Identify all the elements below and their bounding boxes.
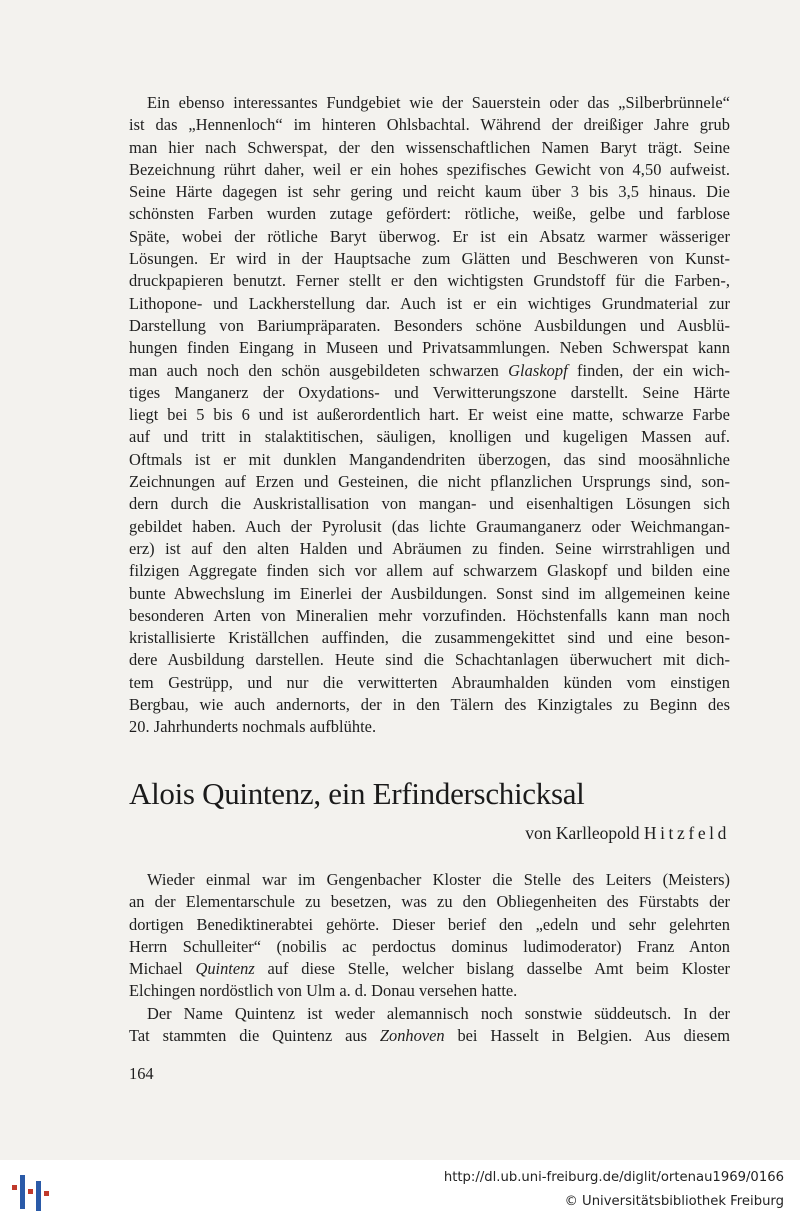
text-line: Herrn Schulleiter“ (nobilis ac perdoctus dominus ludimoderator) Franz Anton — [129, 936, 730, 956]
text-line: an der Elementarschule zu besetzen, was zu den Obliegenheiten des Fürstabts der — [129, 892, 730, 912]
text-line: Darstellung von Bariumpräparaten. Besonders schöne Ausbildungen und Ausblü- — [129, 315, 730, 335]
text-line: dere Ausbildung darstellen. Heute sind die Schachtanlagen überwuchert mit dich- — [129, 650, 730, 670]
text-line — [129, 360, 730, 382]
italic-term: Glaskopf — [508, 360, 568, 380]
ub-freiburg-logo-icon — [10, 1171, 50, 1213]
text-line: hungen finden Eingang in Museen und Privatsammlungen. Neben Schwerspat kann — [129, 338, 730, 358]
text-line: Elchingen nordöstlich von Ulm a. d. Donau versehen hatte. — [129, 981, 518, 1001]
text-line: Bergbau, wie auch andernorts, der in den Tälern des Kinzigtales zu Beginn des — [129, 695, 730, 715]
italic-term: Quintenz — [195, 959, 255, 979]
text-line: Oftmals ist er mit dunklen Mangandendriten überzogen, das sind moosähnliche — [129, 449, 730, 469]
text-line: erz) ist auf den alten Halden und Abräumen zu finden. Seine wirrstrahligen und — [129, 538, 730, 558]
text-line — [129, 1025, 730, 1047]
text-span: Tat stammten die Quintenz aus — [129, 1026, 380, 1046]
paragraph-quintenz — [129, 869, 730, 1047]
paragraph-baryt — [129, 92, 730, 739]
text-line: filzigen Aggregate finden sich vor allem auf schwarzem Glaskopf und bilden eine — [129, 561, 730, 581]
text-line: druckpapieren benutzt. Ferner stellt er den wichtigsten Grundstoff für die Farben-, — [129, 271, 730, 291]
text-line: bunte Abwechslung im Einerlei der Ausbildungen. Sonst sind im allgemeinen keine — [129, 583, 730, 603]
text-line: kristallisierte Kriställchen auffinden, die zusammengekittet sind und eine beson- — [129, 628, 730, 648]
document-url-link[interactable]: http://dl.ub.uni-freiburg.de/diglit/ortenau1969/0166 — [443, 1170, 784, 1185]
text-line: besonderen Arten von Mineralien mehr vorzufinden. Höchstenfalls kann man noch — [129, 605, 730, 625]
text-line: ist das „Hennenloch“ im hinteren Ohlsbachtal. Während der dreißiger Jahre grub — [129, 115, 730, 135]
text-line: man hier nach Schwerspat, der den wissenschaftlichen Namen Baryt trägt. Seine — [129, 137, 730, 157]
library-footer — [0, 1160, 800, 1220]
page-number: 164 — [129, 1064, 154, 1083]
byline-prefix: von Karlleopold — [525, 823, 640, 843]
author-byline — [525, 823, 730, 844]
text-line: tem Gestrüpp, und nur die verwitterten Abraumhalden künden vom einstigen — [129, 672, 730, 692]
text-span: auf diese Stelle, welcher bislang dasselbe Amt beim Kloster — [254, 959, 730, 979]
text-line: Lösungen. Er wird in der Hauptsache zum Glätten und Beschweren von Kunst- — [129, 249, 730, 269]
text-line: auf und tritt in stalaktitischen, säuligen, knolligen und kugeligen Massen auf. — [129, 427, 730, 447]
text-line: Wieder einmal war im Gengenbacher Kloster die Stelle des Leiters (Meisters) — [147, 870, 730, 889]
text-line: liegt bei 5 bis 6 und ist außerordentlich hart. Er weist eine matte, schwarze Farbe — [129, 405, 730, 425]
text-line: dortigen Benediktinerabtei gehörte. Dieser berief den „edeln und sehr gelehrten — [129, 914, 730, 934]
byline-surname: Hitzfeld — [643, 823, 730, 843]
text-line — [129, 958, 730, 980]
text-span: finden, der ein wich- — [567, 360, 730, 380]
text-line: Der Name Quintenz ist weder alemannisch noch sonstwie süddeutsch. In der — [147, 1003, 730, 1023]
text-line: Späte, wobei der rötliche Baryt überwog. Er ist ein Absatz warmer wässeriger — [129, 226, 730, 246]
text-line: Zeichnungen auf Erzen und Gesteinen, die nicht pflanzlichen Ursprungs sind, son- — [129, 472, 730, 492]
italic-term: Zonhoven — [379, 1026, 445, 1046]
text-line: Seine Härte dagegen ist sehr gering und reicht kaum über 3 bis 3,5 hinaus. Die — [129, 182, 730, 202]
paragraph-3-block — [129, 1003, 730, 1048]
text-line: schönsten Farben wurden zutage gefördert: rötliche, weiße, gelbe und farblose — [129, 204, 730, 224]
text-line: Ein ebenso interessantes Fundgebiet wie der Sauerstein oder das „Silberbrünnele“ — [147, 93, 730, 112]
text-span: Michael — [129, 959, 196, 979]
text-line: Lithopone- und Lackherstellung dar. Auch ist er ein wichtiges Grundmaterial zur — [129, 293, 730, 313]
text-line: gebildet haben. Auch der Pyrolusit (das lichte Graumanganerz oder Weichmangan- — [129, 516, 730, 536]
paragraph-2-block — [129, 869, 730, 1003]
text-span: man auch noch den schön ausgebildeten schwarzen — [129, 360, 509, 380]
text-line: 20. Jahrhunderts nochmals aufblühte. — [129, 717, 377, 737]
text-line: Bezeichnung rührt daher, weil er ein hohes spezifisches Gewicht von 4,50 aufweist. — [129, 159, 730, 179]
article-heading: Alois Quintenz, ein Erfinderschicksal — [129, 776, 585, 811]
text-line: tiges Manganerz der Oxydations- und Verwitterungszone darstellt. Seine Härte — [129, 382, 730, 402]
text-span: bei Hasselt in Belgien. Aus diesem — [444, 1026, 730, 1046]
text-line: dern durch die Auskristallisation von mangan- und eisenhaltigen Lösungen sich — [129, 494, 730, 514]
copyright-notice: © Universitätsbibliothek Freiburg — [564, 1194, 784, 1209]
